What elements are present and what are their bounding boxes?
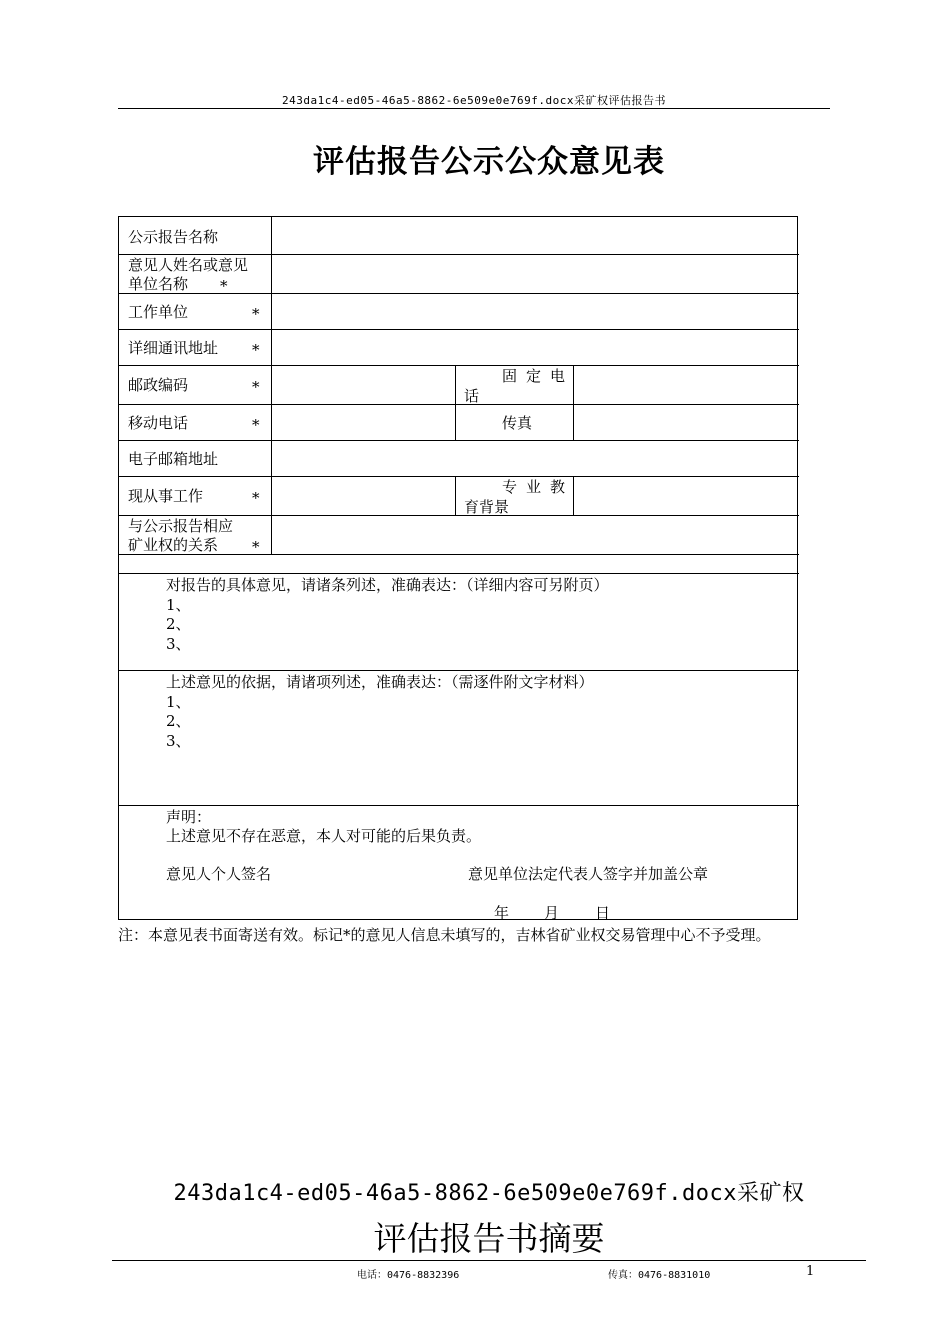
label-email: 电子邮箱地址 [128, 450, 219, 468]
label-address: 详细通讯地址 [128, 339, 219, 357]
required-mark: * [252, 489, 260, 507]
required-mark: * [252, 305, 260, 323]
opinion-form [118, 216, 798, 920]
label-education-1: 专业教 [502, 478, 575, 496]
label-landline-1: 固定电 [502, 367, 575, 385]
footer-fax: 传真：0476-8831010 [608, 1270, 711, 1281]
footer-filename: 243da1c4-ed05-46a5-8862-6e509e0e769f.docx采矿权 [173, 1181, 805, 1206]
required-mark: * [252, 538, 260, 556]
label-report-name: 公示报告名称 [128, 228, 219, 246]
opinion-prompt: 对报告的具体意见，请诸条列述，准确表达：（详细内容可另附页） [166, 576, 609, 594]
report-name-field[interactable] [272, 217, 798, 254]
opinion-item: 3、 [166, 635, 191, 653]
required-mark: * [252, 416, 260, 434]
label-mobile: 移动电话 [128, 414, 189, 432]
column-divider [455, 365, 456, 440]
opinion-person-field[interactable] [272, 255, 798, 293]
work-unit-field[interactable] [272, 294, 798, 329]
row-divider [119, 573, 799, 574]
declaration-heading: 声明： [166, 808, 212, 826]
mobile-field[interactable] [272, 405, 455, 440]
declaration-statement: 上述意见不存在恶意，本人对可能的后果负责。 [166, 827, 482, 845]
label-landline-2: 话 [464, 387, 480, 405]
row-divider [119, 554, 799, 555]
label-relation-1: 与公示报告相应 [128, 517, 234, 535]
date-month: 月 [544, 904, 560, 922]
page-number: 1 [806, 1264, 815, 1279]
address-field[interactable] [272, 330, 798, 365]
row-divider [119, 670, 799, 671]
footer-rule [112, 1260, 866, 1261]
personal-signature-label: 意见人个人签名 [166, 865, 272, 883]
postcode-field[interactable] [272, 366, 455, 404]
page-header: 243da1c4-ed05-46a5-8862-6e509e0e769f.docx采矿权评估报告书 [281, 94, 667, 107]
opinion-item: 1、 [166, 596, 191, 614]
relation-field[interactable] [272, 516, 798, 554]
date-year: 年 [494, 904, 510, 922]
label-fax: 传真 [502, 414, 533, 432]
unit-signature-label: 意见单位法定代表人签字并加盖公章 [468, 865, 709, 883]
label-occupation: 现从事工作 [128, 487, 204, 505]
basis-item: 1、 [166, 693, 191, 711]
label-opinion-person-2: 单位名称 [128, 275, 189, 293]
basis-item: 2、 [166, 712, 191, 730]
label-postcode: 邮政编码 [128, 376, 189, 394]
label-education-2: 育背景 [464, 498, 510, 516]
footer-phone: 电话：0476-8832396 [357, 1270, 460, 1281]
basis-item: 3、 [166, 732, 191, 750]
landline-field[interactable] [574, 366, 798, 404]
footer-subtitle: 评估报告书摘要 [373, 1219, 605, 1258]
required-mark: * [220, 277, 228, 295]
page-title: 评估报告公示公众意见表 [313, 144, 665, 180]
opinion-item: 2、 [166, 615, 191, 633]
label-opinion-person-1: 意见人姓名或意见 [128, 256, 249, 274]
occupation-field[interactable] [272, 477, 455, 515]
email-field[interactable] [272, 441, 798, 476]
header-rule [118, 108, 830, 109]
basis-prompt: 上述意见的依据，请诸项列述，准确表达：（需逐件附文字材料） [166, 673, 594, 691]
required-mark: * [252, 378, 260, 396]
column-divider [455, 476, 456, 515]
row-divider [119, 805, 799, 806]
form-note: 注：本意见表书面寄送有效。标记*的意见人信息未填写的，吉林省矿业权交易管理中心不予受理。 [118, 926, 771, 944]
fax-field[interactable] [574, 405, 798, 440]
label-work-unit: 工作单位 [128, 303, 189, 321]
label-relation-2: 矿业权的关系 [128, 536, 219, 554]
date-day: 日 [595, 904, 611, 922]
education-field[interactable] [574, 477, 798, 515]
required-mark: * [252, 341, 260, 359]
